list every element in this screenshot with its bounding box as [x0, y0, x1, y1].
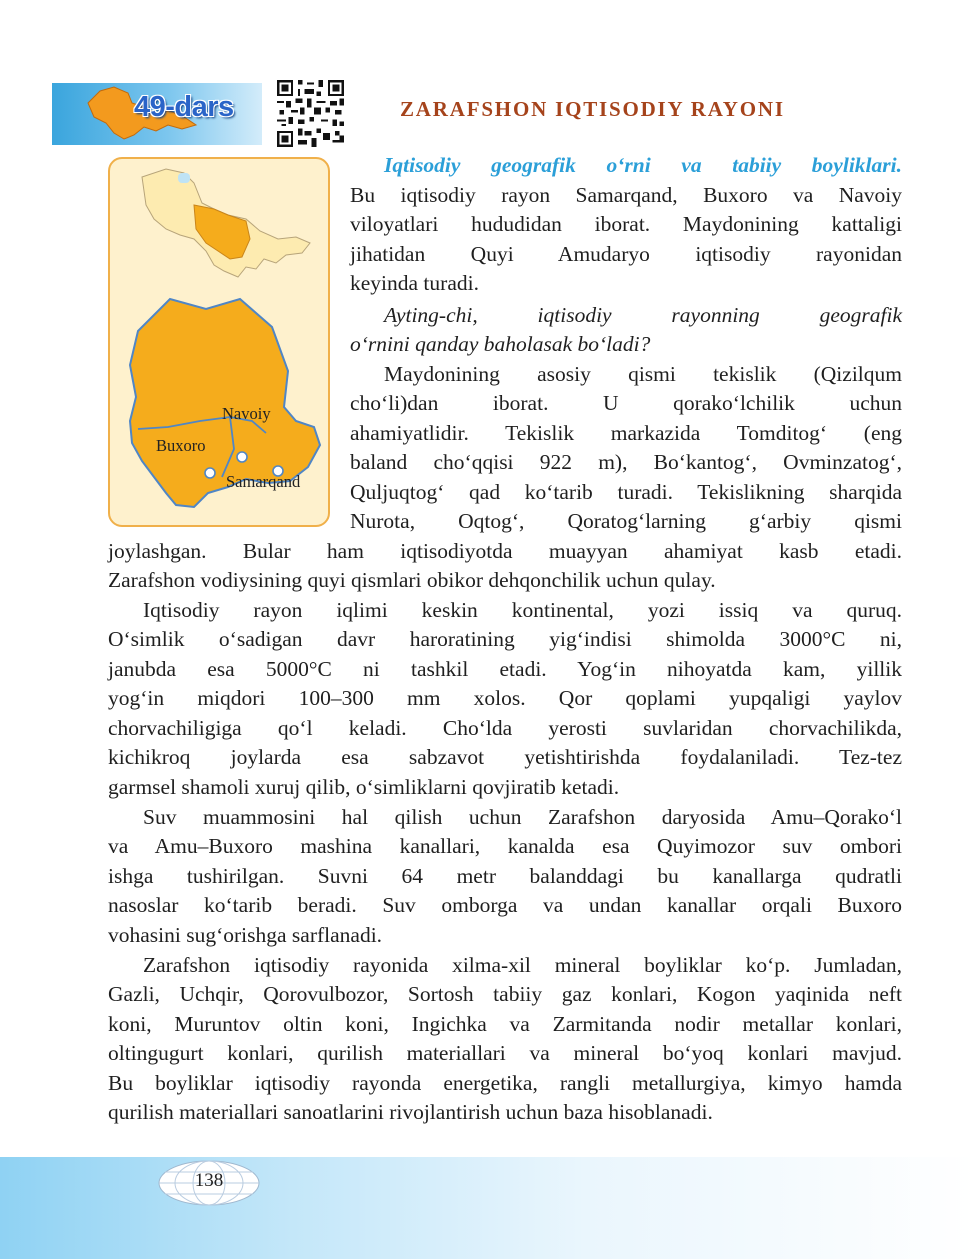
text-line: Bu iqtisodiy rayon Samarqand, Buxoro va Navoiy [350, 183, 902, 207]
map-label-navoiy: Navoiy [222, 404, 271, 423]
text-line: Zarafshon iqtisodiy rayonida xilma-xil mineral boyliklar ko‘p. Jumladan, [143, 953, 902, 977]
text-line: Quljuqtog‘ qad ko‘tarib turadi. Tekislikning sharqida [350, 480, 902, 504]
page-title: ZARAFSHON IQTISODIY RAYONI [400, 97, 785, 121]
text-line: ishga tushirilgan. Suvni 64 metr balanddagi bu kanallarga qudratli [108, 864, 902, 888]
text-line: chorvachiligiga qo‘l keladi. Cho‘lda yerosti suvlaridan chorvachilikda, [108, 716, 902, 740]
text-line: keyinda turadi. [350, 271, 479, 295]
text-line: va Amu–Buxoro mashina kanallari, kanalda esa Quyimozor suv ombori [108, 834, 902, 858]
text-line: koni, Muruntov oltin koni, Ingichka va Zarmitanda nodir metallar konlari, [108, 1012, 902, 1036]
text-line: ahamiyatlidir. Tekislik markazida Tomditog‘ (eng [350, 421, 902, 445]
question-line: o‘rnini qanday baholasak bo‘ladi? [350, 332, 651, 356]
text-line: jihatidan Quyi Amudaryo iqtisodiy rayonidan [350, 242, 902, 266]
map-label-samarqand: Samarqand [226, 472, 301, 491]
text-line: Bu boyliklar iqtisodiy rayonda energetika, rangli metallurgiya, kimyo hamda [108, 1071, 902, 1095]
text-line: Iqtisodiy rayon iqlimi keskin kontinental, yozi issiq va quruq. [143, 598, 902, 622]
text-line: qurilish materiallari sanoatlarini rivojlantirish uchun baza hisoblanadi. [108, 1100, 713, 1124]
section-heading: Iqtisodiy geografik o‘rni va tabiiy boyliklari. [384, 153, 902, 177]
text-line: yog‘in miqdori 100–300 mm xolos. Qor qoplami yupqaligi yaylov [108, 686, 902, 710]
question-line: Ayting-chi, iqtisodiy rayonning geografik [384, 303, 902, 327]
text-line: oltingugurt konlari, qurilish materiallari va mineral bo‘yoq konlari mavjud. [108, 1041, 902, 1065]
text-line: Gazli, Uchqir, Qorovulbozor, Sortosh tabiiy gaz konlari, Kogon yaqinida neft [108, 982, 902, 1006]
text-line: kichikroq joylarda esa sabzavot yetishtirishda foydalaniladi. Tez-tez [108, 745, 902, 769]
text-line: vohasini sug‘orishga sarflanadi. [108, 923, 383, 947]
text-line: janubda esa 5000°C ni tashkil etadi. Yog‘in nihoyatda kam, yillik [108, 657, 902, 681]
text-line: Nurota, Oqtog‘, Qoratog‘larning g‘arbiy qismi [350, 509, 902, 533]
text-line: nasoslar ko‘tarib beradi. Suv omborga va undan kanallar orqali Buxoro [108, 893, 902, 917]
lesson-number: 49-dars [134, 91, 234, 123]
map-label-buxoro: Buxoro [156, 436, 206, 455]
text-line: garmsel shamoli xuruj qilib, o‘simliklarni qovjiratib ketadi. [108, 775, 620, 799]
text-line: Zarafshon vodiysining quyi qismlari obikor dehqonchilik uchun qulay. [108, 568, 716, 592]
text-line: Maydonining asosiy qismi tekislik (Qizilqum [384, 362, 902, 386]
footer-band [0, 1157, 976, 1259]
text-line: O‘simlik o‘sadigan davr haroratining yig‘indisi shimolda 3000°C ni, [108, 627, 902, 651]
text-line: viloyatlari hududidan iborat. Maydonining kattaligi [350, 212, 902, 236]
qr-code[interactable] [277, 80, 344, 147]
text-line: joylashgan. Bular ham iqtisodiyotda muayyan ahamiyat kasb etadi. [108, 539, 902, 563]
text-line: baland cho‘qqisi 922 m), Bo‘kantog‘, Ovminzatog‘, [350, 450, 902, 474]
lesson-badge [52, 83, 262, 145]
page-number: 138 [194, 1170, 224, 1191]
text-line: Suv muammosini hal qilish uchun Zarafshon daryosida Amu–Qorako‘l [143, 805, 902, 829]
text-line: cho‘li)dan iborat. U qorako‘lchilik uchun [350, 391, 902, 415]
